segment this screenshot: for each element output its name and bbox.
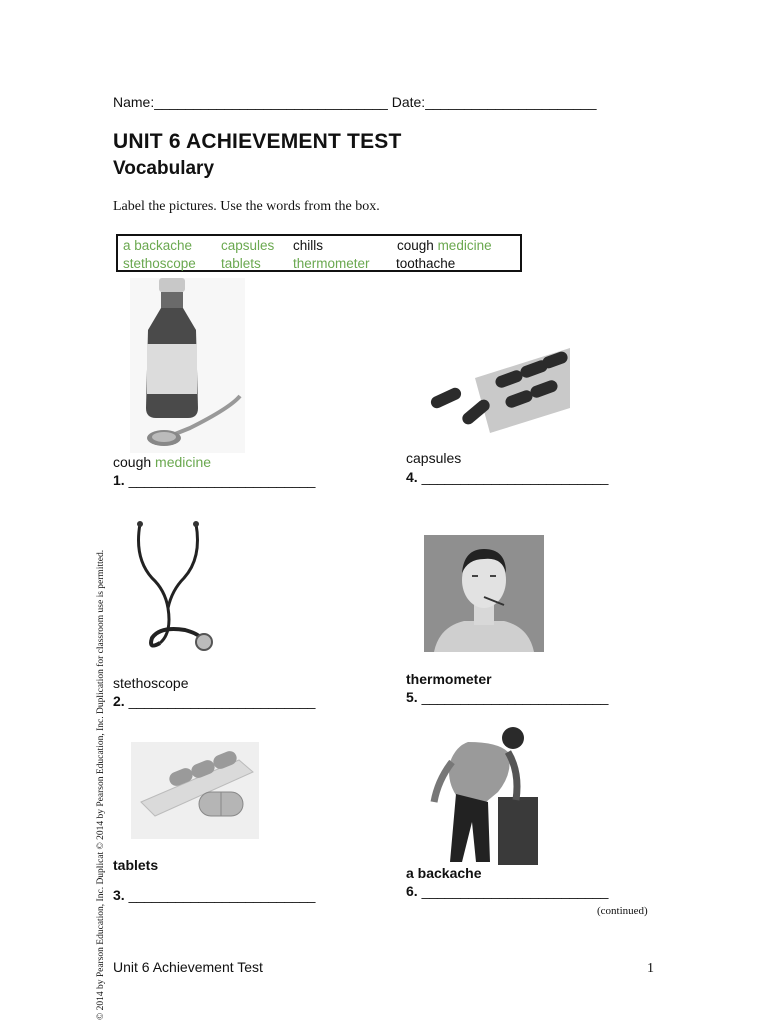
item-2-blank[interactable]: ________________________ xyxy=(128,693,316,709)
page-number: 1 xyxy=(647,961,654,976)
thermometer-picture xyxy=(424,535,544,652)
answer-1-medicine: medicine xyxy=(155,454,212,470)
name-label: Name: xyxy=(113,94,155,110)
item-5-blank[interactable]: ________________________ xyxy=(421,689,609,705)
item-4-number: 4. xyxy=(406,469,418,485)
item-3-blank[interactable]: ________________________ xyxy=(128,887,316,903)
answer-3: tablets xyxy=(113,857,159,873)
item-1 xyxy=(113,472,315,488)
name-field[interactable]: ______________________________ xyxy=(154,94,388,110)
word-tablets: tablets xyxy=(221,256,261,271)
item-2 xyxy=(113,693,315,709)
item-4-blank[interactable]: ________________________ xyxy=(421,469,609,485)
answer-1-cough: cough xyxy=(113,454,152,470)
date-label: Date: xyxy=(391,94,426,110)
word-capsules: capsules xyxy=(221,238,275,253)
word-box xyxy=(116,234,522,272)
continued-note: (continued) xyxy=(597,905,648,917)
item-6-number: 6. xyxy=(406,883,418,899)
backache-picture xyxy=(428,722,540,867)
item-1-number: 1. xyxy=(113,472,125,488)
answer-6: a backache xyxy=(406,865,482,881)
word-medicine: medicine xyxy=(437,238,492,253)
instructions: Label the pictures. Use the words from the box. xyxy=(113,199,380,214)
item-5 xyxy=(406,689,608,705)
answer-2: stethoscope xyxy=(113,675,189,691)
item-3 xyxy=(113,887,315,903)
word-cough: cough xyxy=(397,238,434,253)
item-6 xyxy=(406,883,608,899)
copyright-notice: © 2014 by Pearson Education, Inc. Duplicat © 2014 by Pearson Education, Inc. Duplication for classroom use is permitted. xyxy=(96,549,106,1020)
word-stethoscope: stethoscope xyxy=(123,256,196,271)
answer-1 xyxy=(113,454,211,470)
date-field[interactable]: ______________________ xyxy=(425,94,597,110)
item-1-blank[interactable]: ________________________ xyxy=(128,472,316,488)
name-date-line xyxy=(113,94,596,110)
cough-medicine-picture xyxy=(130,278,245,453)
item-3-number: 3. xyxy=(113,887,125,903)
word-cough-medicine xyxy=(397,238,492,253)
word-a-backache: a backache xyxy=(123,238,193,253)
section-title: Vocabulary xyxy=(113,158,215,179)
answer-4: capsules xyxy=(406,450,462,466)
item-4 xyxy=(406,469,608,485)
answer-5: thermometer xyxy=(406,671,492,687)
word-thermometer: thermometer xyxy=(293,256,370,271)
tablets-picture xyxy=(131,742,259,839)
item-6-blank[interactable]: ________________________ xyxy=(421,883,609,899)
capsules-picture xyxy=(420,348,570,440)
item-5-number: 5. xyxy=(406,689,418,705)
page-footer: Unit 6 Achievement Test xyxy=(113,959,263,975)
word-toothache: toothache xyxy=(396,256,456,271)
stethoscope-picture xyxy=(130,518,215,658)
word-chills: chills xyxy=(293,238,324,253)
item-2-number: 2. xyxy=(113,693,125,709)
page-title: UNIT 6 ACHIEVEMENT TEST xyxy=(113,130,402,153)
